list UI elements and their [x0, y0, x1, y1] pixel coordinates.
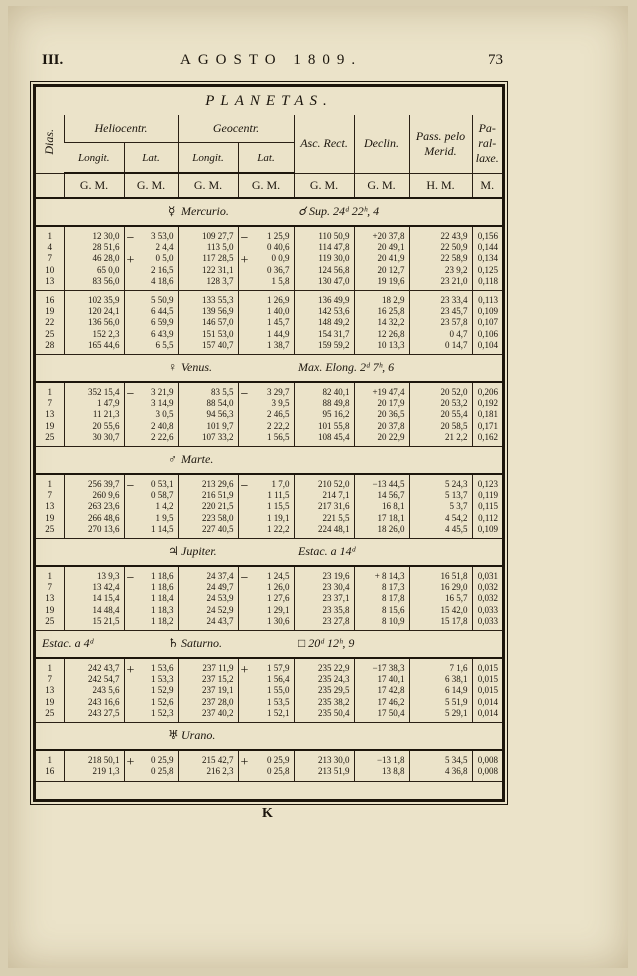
sign-marker: − [126, 387, 135, 403]
data-row-block [36, 382, 502, 447]
planet-name: Mercurio. [181, 204, 229, 218]
declination-cell: 18 2,9 16 25,8 14 32,2 12 26,8 10 13,3 [377, 295, 405, 350]
mercury-symbol: ☿ [168, 204, 176, 218]
mars-symbol: ♂ [168, 452, 177, 467]
declination-cell: −13 1,8 13 8,8 [376, 755, 405, 777]
helio-longit-header: Longit. [64, 143, 124, 174]
parallax-cell: 0,008 0,008 [477, 755, 499, 777]
geo-longit-header: Longit. [178, 143, 238, 174]
geo-longitude-cell: 133 55,3 139 56,9 146 57,0 151 53,0 157 40,7 [202, 295, 234, 350]
declination-cell: +20 37,8 20 49,1 20 41,9 20 12,7 19 19,6 [372, 231, 405, 286]
geo-longitude-cell: 237 11,9 237 15,2 237 19,1 237 28,0 237 40,2 [202, 663, 234, 718]
planet-section-row [36, 355, 502, 383]
planet-name: Marte. [181, 452, 214, 467]
unit-label: G. M. [354, 173, 409, 198]
geo-longitude-cell: 83 5,5 88 54,0 94 56,3 101 9,7 107 33,2 [202, 387, 234, 442]
declination-cell: + 8 14,3 8 17,3 8 17,8 8 15,6 8 10,9 [374, 571, 405, 626]
planet-section-row [36, 539, 502, 567]
passage-header: Pass. pelo Merid. [409, 115, 472, 173]
planet-section-row [36, 447, 502, 475]
sign-marker: + [240, 663, 249, 679]
parallax-cell: 0,123 0,119 0,115 0,112 0,109 [477, 479, 499, 534]
unit-label: G. M. [124, 173, 178, 198]
planet-section-row [36, 631, 502, 659]
helio-latitude-cell: 0 25,9 0 25,8 [151, 755, 174, 777]
data-row-block [36, 658, 502, 723]
planet-note: Max. Elong. 2ᵈ 7ʰ, 6 [298, 360, 395, 375]
geo-latitude-cell: 1 25,9 0 40,6 0 0,9 0 36,7 1 5,8 [267, 231, 290, 286]
planet-note: ☌ Sup. 24ᵈ 22ʰ, 4 [298, 204, 380, 218]
planet-section-row [36, 198, 502, 226]
planet-name: Urano. [181, 728, 216, 743]
helio-latitude-cell: 3 21,9 3 14,9 3 0,5 2 40,8 2 22,6 [151, 387, 174, 442]
day-cell: 1 4 7 10 13 [45, 231, 55, 286]
planet-name: Saturno. [181, 636, 223, 651]
venus-symbol: ♀ [168, 360, 177, 375]
heliocentric-header: Heliocentr. [64, 115, 178, 143]
sign-marker: + [126, 755, 135, 771]
helio-latitude-cell: 0 53,1 0 58,7 1 4,2 1 9,5 1 14,5 [151, 479, 174, 534]
month-year: AGOSTO 1809. [180, 52, 363, 68]
table-title: PLANETAS. [205, 93, 333, 109]
parallax-cell: 0,031 0,032 0,032 0,033 0,033 [477, 571, 499, 626]
helio-latitude-cell: 1 53,6 1 53,3 1 52,9 1 52,6 1 52,3 [151, 663, 174, 718]
geo-latitude-cell: 1 26,9 1 40,0 1 45,7 1 44,9 1 38,7 [267, 295, 290, 350]
asc-rect-cell: 82 40,1 88 49,8 95 16,2 101 55,8 108 45,4 [318, 387, 350, 442]
geo-longitude-cell: 215 42,7 216 2,3 [202, 755, 234, 777]
declination-cell: −13 44,5 14 56,7 16 8,1 17 18,1 18 26,0 [372, 479, 405, 534]
meridian-passage-cell: 5 24,3 5 13,7 5 3,7 4 54,2 4 45,5 [445, 479, 468, 534]
parallax-cell: 0,156 0,144 0,134 0,125 0,118 [477, 231, 499, 286]
data-row-block [36, 226, 502, 291]
helio-longitude-cell: 256 39,7 260 9,6 263 23,6 266 48,6 270 13,6 [88, 479, 120, 534]
parallax-header: Pa- ral- laxe. [472, 115, 502, 173]
declination-cell: −17 38,3 17 40,1 17 42,8 17 46,2 17 50,4 [372, 663, 405, 718]
sign-marker: + [126, 663, 135, 679]
meridian-passage-cell: 5 34,5 4 36,8 [445, 755, 468, 777]
saturn-symbol: ♄ [168, 636, 179, 651]
helio-lat-header: Lat. [124, 143, 178, 174]
day-cell: 1 7 13 19 25 [45, 571, 55, 626]
geo-lat-header: Lat. [238, 143, 294, 174]
unit-label: G. M. [64, 173, 124, 198]
signature-mark: K [262, 806, 273, 821]
geo-longitude-cell: 213 29,6 216 51,9 220 21,5 223 58,0 227 40,5 [202, 479, 234, 534]
sign-marker: + [240, 755, 249, 771]
asc-rect-cell: 213 30,0 213 51,9 [318, 755, 350, 777]
unit-label: M. [472, 173, 502, 198]
days-header: Dias. [36, 115, 64, 173]
sign-marker: − [240, 479, 249, 495]
helio-longitude-cell: 242 43,7 242 54,7 243 5,6 243 16,6 243 27,5 [88, 663, 120, 718]
geocentric-header: Geocentr. [178, 115, 294, 143]
parallax-cell: 0,113 0,109 0,107 0,106 0,104 [477, 295, 499, 350]
asc-rect-cell: 136 49,9 142 53,6 148 49,2 154 31,7 159 59,2 [318, 295, 350, 350]
helio-latitude-cell: 5 50,9 6 44,5 6 59,9 6 43,9 6 5,5 [151, 295, 174, 350]
meridian-passage-cell: 20 52,0 20 53,2 20 55,4 20 58,5 21 2,2 [440, 387, 468, 442]
day-cell: 1 16 [45, 755, 55, 777]
sign-marker: − [126, 479, 135, 495]
asc-rect-cell: 210 52,0 214 7,1 217 31,6 221 5,5 224 48,1 [318, 479, 350, 534]
sign-marker: − + [240, 231, 249, 269]
part-number: III. [42, 52, 64, 68]
station-note: Estac. a 4ᵈ [42, 636, 94, 651]
sign-marker: − [126, 571, 135, 587]
helio-longitude-cell: 102 35,9 120 24,1 136 56,0 152 2,3 165 44,6 [88, 295, 120, 350]
declin-header: Declin. [354, 115, 409, 173]
page-number: 73 [488, 52, 503, 68]
parallax-cell: 0,206 0,192 0,181 0,171 0,162 [477, 387, 499, 442]
day-cell: 1 7 13 19 25 [45, 479, 55, 534]
sign-marker: − [240, 387, 249, 403]
unit-label: H. M. [409, 173, 472, 198]
asc-rect-header: Asc. Rect. [294, 115, 354, 173]
planet-ephemeris-table [36, 115, 502, 782]
jupiter-symbol: ♃ [168, 544, 179, 559]
geo-latitude-cell: 1 24,5 1 26,0 1 27,6 1 29,1 1 30,6 [267, 571, 290, 626]
meridian-passage-cell: 23 33,4 23 45,7 23 57,8 0 4,7 0 14,7 [440, 295, 468, 350]
planet-note: □ 20ᵈ 12ʰ, 9 [298, 636, 355, 651]
unit-label: G. M. [238, 173, 294, 198]
meridian-passage-cell: 7 1,6 6 38,1 6 14,9 5 51,9 5 29,1 [445, 663, 468, 718]
parallax-cell: 0,015 0,015 0,015 0,014 0,014 [477, 663, 499, 718]
helio-longitude-cell: 13 9,3 13 42,4 14 15,4 14 48,4 15 21,5 [92, 571, 120, 626]
geo-latitude-cell: 3 29,7 3 9,5 2 46,5 2 22,2 1 56,5 [267, 387, 290, 442]
data-row-block [36, 291, 502, 355]
day-cell: 16 19 22 25 28 [45, 295, 55, 350]
asc-rect-cell: 235 22,9 235 24,3 235 29,5 235 38,2 235 50,4 [318, 663, 350, 718]
planet-section-row [36, 723, 502, 751]
table-body [36, 198, 502, 781]
asc-rect-cell: 110 50,9 114 47,8 119 30,0 124 56,8 130 47,0 [318, 231, 350, 286]
uranus-symbol: ♅ [168, 728, 179, 743]
day-cell: 1 7 13 19 25 [45, 387, 55, 442]
planet-name: Jupiter. [181, 544, 217, 559]
data-row-block [36, 474, 502, 539]
sign-marker: − [240, 571, 249, 587]
geo-longitude-cell: 109 27,7 113 5,0 117 28,5 122 31,1 128 3,7 [202, 231, 234, 286]
declination-cell: +19 47,4 20 17,9 20 36,5 20 37,8 20 22,9 [372, 387, 405, 442]
planet-note: Estac. a 14ᵈ [298, 544, 356, 559]
meridian-passage-cell: 22 43,9 22 50,9 22 58,9 23 9,2 23 21,0 [440, 231, 468, 286]
unit-label: G. M. [178, 173, 238, 198]
sign-marker: − + [126, 231, 135, 269]
geo-latitude-cell: 0 25,9 0 25,8 [267, 755, 290, 777]
meridian-passage-cell: 16 51,8 16 29,0 16 5,7 15 42,0 15 17,8 [440, 571, 468, 626]
geo-longitude-cell: 24 37,4 24 49,7 24 53,9 24 52,9 24 43,7 [206, 571, 234, 626]
unit-label: G. M. [294, 173, 354, 198]
geo-latitude-cell: 1 57,9 1 56,4 1 55,0 1 53,5 1 52,1 [267, 663, 290, 718]
day-cell: 1 7 13 19 25 [45, 663, 55, 718]
planet-table-frame [33, 84, 505, 802]
helio-longitude-cell: 12 30,0 28 51,6 46 28,0 65 0,0 83 56,0 [92, 231, 120, 286]
helio-longitude-cell: 352 15,4 1 47,9 11 21,3 20 55,6 30 30,7 [88, 387, 120, 442]
planet-name: Venus. [181, 360, 212, 375]
data-row-block [36, 566, 502, 631]
asc-rect-cell: 23 19,6 23 30,4 23 37,1 23 35,8 23 27,8 [322, 571, 350, 626]
helio-longitude-cell: 218 50,1 219 1,3 [88, 755, 120, 777]
data-row-block [36, 750, 502, 781]
helio-latitude-cell: 3 53,0 2 4,4 0 5,0 2 16,5 4 18,6 [151, 231, 174, 286]
helio-latitude-cell: 1 18,6 1 18,6 1 18,4 1 18,3 1 18,2 [151, 571, 174, 626]
running-head [0, 52, 637, 76]
geo-latitude-cell: 1 7,0 1 11,5 1 15,5 1 19,1 1 22,2 [267, 479, 290, 534]
